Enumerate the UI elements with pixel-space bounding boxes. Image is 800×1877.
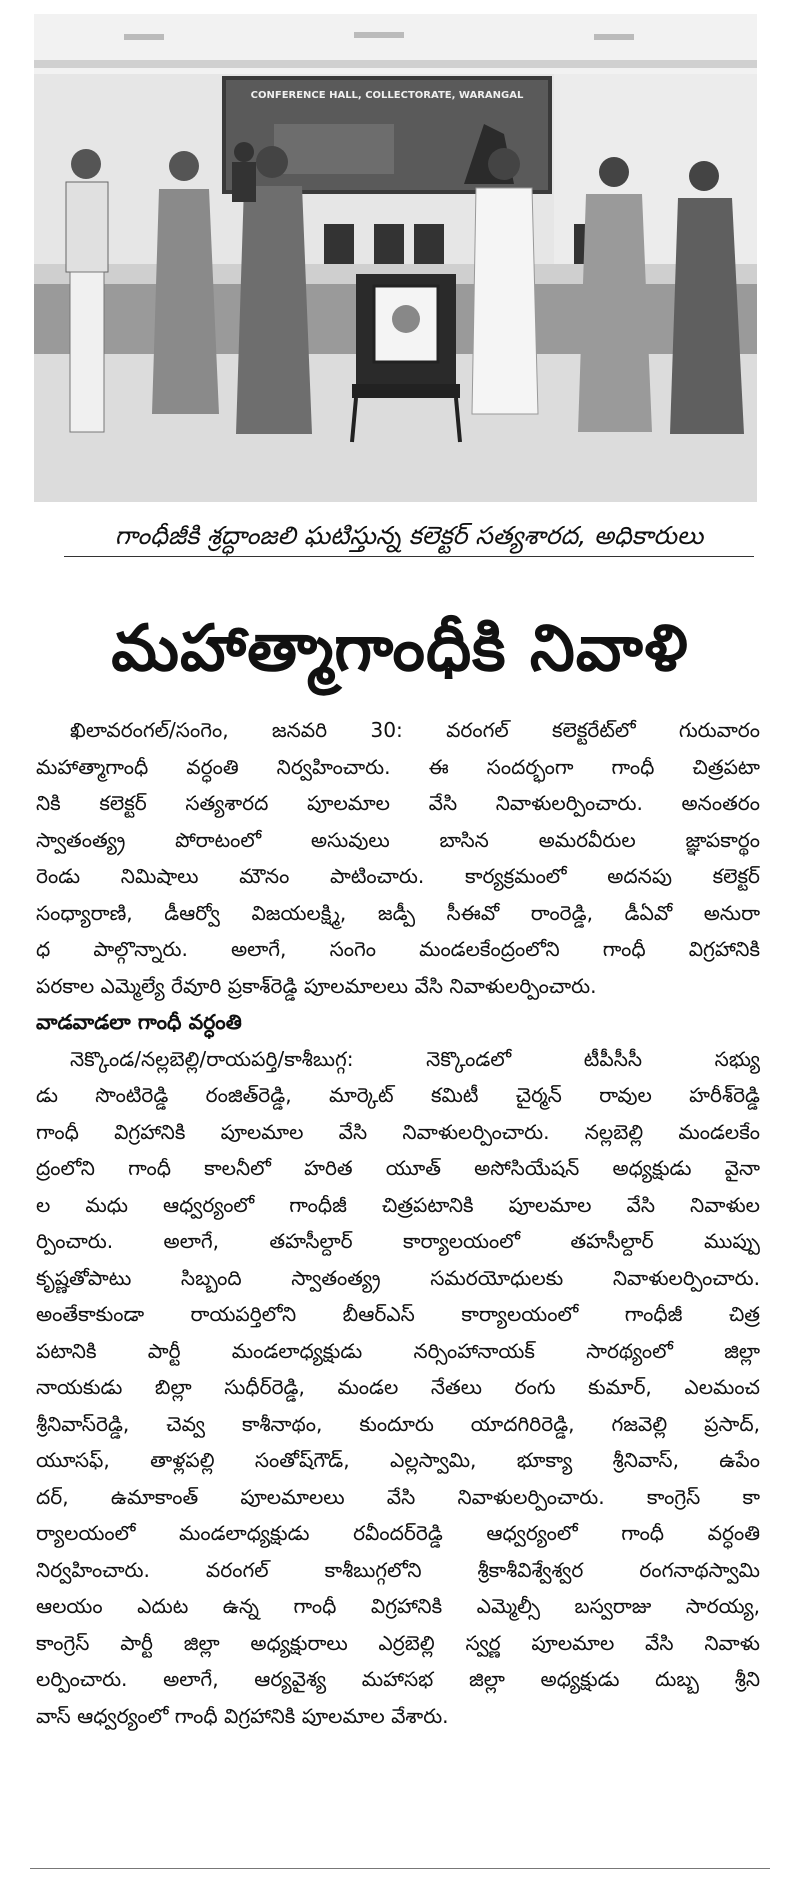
article-body	[36, 712, 760, 1734]
news-photo	[34, 14, 757, 502]
article-line: ధ పాల్గొన్నారు. అలాగే, సంగెం మండలకేంద్రంలోని గాంధీ విగ్రహానికి	[36, 937, 760, 961]
article-line: కృష్ణతోపాటు సిబ్బంది స్వాతంత్య్ర సమరయోధులకు నివాళులర్పించారు.	[36, 1265, 760, 1290]
article-line: ఆలయం ఎదుట ఉన్న గాంధీ విగ్రహానికి ఎమ్మెల్సీ బస్వరాజు సారయ్య,	[36, 1594, 760, 1618]
article-line: స్వాతంత్య్ర పోరాటంలో అసువులు బాసిన అమరవీరుల జ్ఞాపకార్థం	[36, 827, 760, 852]
article-line: నికి కలెక్టర్ సత్యశారద పూలమాల వేసి నివాళులర్పించారు. అనంతరం	[36, 791, 760, 815]
article-line: ఖిలావరంగల్/సంగెం, జనవరి 30: వరంగల్ కలెక్టరేట్‌లో గురువారం	[70, 718, 760, 742]
article-line: పరకాల ఎమ్మెల్యే రేవూరి ప్రకాశ్‌రెడ్డి పూలమాలలు వేసి నివాళులర్పించారు.	[36, 973, 597, 998]
article-line: అంతేకాకుండా రాయపర్తిలోని బీఆర్‌ఎస్ కార్యాలయంలో గాంధీజీ చిత్ర	[36, 1302, 760, 1326]
article-line: ర్పించారు. అలాగే, తహసీల్దార్ కార్యాలయంలో తహసీల్దార్ ముప్పు	[36, 1229, 760, 1253]
article-line: లర్పించారు. అలాగే, ఆర్యవైశ్య మహాసభ జిల్లా అధ్యక్షుడు దుబ్బ శ్రీని	[36, 1667, 760, 1691]
article-line: గాంధీ విగ్రహానికి పూలమాల వేసి నివాళులర్పించారు. నల్లబెల్లి మండలకేం	[36, 1119, 760, 1144]
article-line: వాస్ ఆధ్వర్యంలో గాంధీ విగ్రహానికి పూలమాల వేశారు.	[36, 1703, 449, 1728]
article-line: రెండు నిమిషాలు మౌనం పాటించారు. కార్యక్రమంలో అదనపు కలెక్టర్	[36, 864, 760, 888]
banner-text: CONFERENCE HALL, COLLECTORATE, WARANGAL	[250, 90, 524, 101]
article-line: ల మధు ఆధ్వర్యంలో గాంధీజీ చిత్రపటానికి పూలమాల వేసి నివాళుల	[36, 1192, 760, 1217]
article-line: నెక్కొండ/నల్లబెల్లి/రాయపర్తి/కాశీబుగ్గ: నెక్కొండలో టీపీసీసీ సభ్యు	[70, 1046, 760, 1071]
photo-caption: గాంధీజీకి శ్రద్ధాంజలి ఘటిస్తున్న కలెక్టర్ సత్యశారద, అధికారులు	[64, 516, 754, 557]
article-line: నిర్వహించారు. వరంగల్ కాశీబుగ్గలోని శ్రీకాశీవిశ్వేశ్వర రంగనాథస్వామి	[36, 1557, 760, 1582]
article-line: యూసఫ్, తాళ్లపల్లి సంతోష్‌గౌడ్, ఎల్లస్వామి, భూక్యా శ్రీనివాస్, ఉపేం	[36, 1448, 760, 1472]
article-subheading: వాడవాడలా గాంధీ వర్ధంతి	[36, 1010, 242, 1034]
article-line: సంధ్యారాణి, డీఆర్వో విజయలక్ష్మి, జడ్పీ సీఈవో రాంరెడ్డి, డీఏవో అనురా	[36, 900, 760, 925]
article-line: ర్యాలయంలో మండలాధ్యక్షుడు రవీందర్‌రెడ్డి ఆధ్వర్యంలో గాంధీ వర్ధంతి	[36, 1521, 760, 1545]
article-line: ద్రంలోని గాంధీ కాలనీలో హరిత యూత్ అసోసియేషన్ అధ్యక్షుడు వైనా	[36, 1156, 760, 1180]
headline: మహాత్మాగాంధీకి నివాళి	[111, 612, 689, 686]
bottom-divider	[30, 1868, 770, 1873]
article-line: డు సొంటిరెడ్డి రంజిత్‌రెడ్డి, మార్కెట్ కమిటీ చైర్మన్ రావుల హరీశ్‌రెడ్డి	[36, 1083, 760, 1107]
article-line: శ్రీనివాస్‌రెడ్డి, చెవ్వ కాశీనాథం, కుందూరు యాదగిరిరెడ్డి, గజవెల్లి ప్రసాద్,	[36, 1411, 760, 1436]
article-line: కాంగ్రెస్ పార్టీ జిల్లా అధ్యక్షురాలు ఎర్రబెల్లి స్వర్ణ పూలమాల వేసి నివాళు	[36, 1630, 760, 1655]
article-line: దర్, ఉమాకాంత్ పూలమాలలు వేసి నివాళులర్పించారు. కాంగ్రెస్ కా	[36, 1484, 760, 1509]
article-line: మహాత్మాగాంధీ వర్ధంతి నిర్వహించారు. ఈ సందర్భంగా గాంధీ చిత్రపటా	[36, 754, 760, 779]
photo-illustration	[34, 14, 757, 502]
article-line: పటానికి పార్టీ మండలాధ్యక్షుడు నర్సింహానాయక్ సారథ్యంలో జిల్లా	[36, 1338, 760, 1363]
article-line: నాయకుడు బిల్లా సుధీర్‌రెడ్డి, మండల నేతలు రంగు కుమార్, ఎలమంచ	[36, 1375, 760, 1399]
